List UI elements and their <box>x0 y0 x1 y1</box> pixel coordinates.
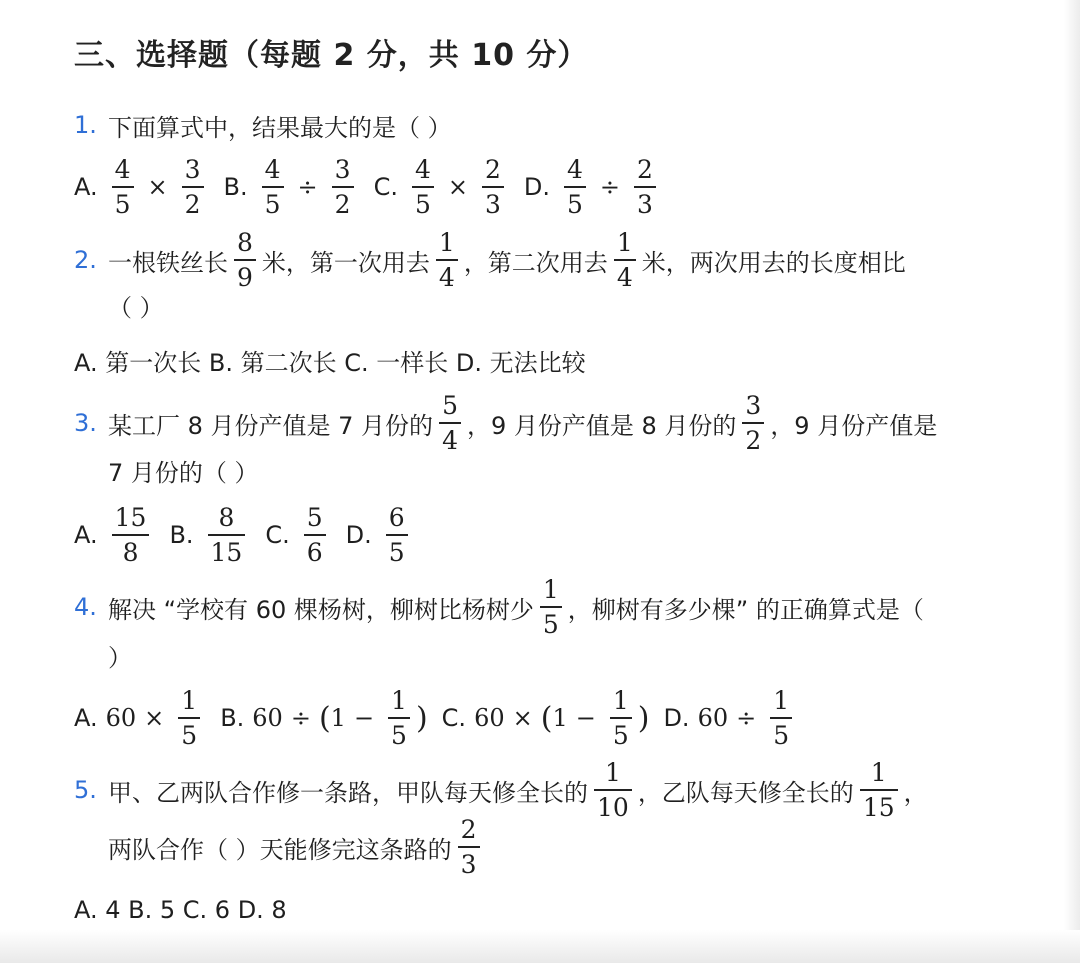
q5-options-text: A. 4 B. 5 C. 6 D. 8 <box>74 896 287 924</box>
q5-text-3: ， <box>903 778 928 807</box>
q3-option-d-label: D. <box>345 521 372 549</box>
q1-option-b: $\frac{4}{5}$ ÷ $\frac{3}{2}$ <box>256 157 360 217</box>
q2-text-2: 米，第一次用去 <box>261 248 430 277</box>
q1-option-d: $\frac{4}{5}$ ÷ $\frac{2}{3}$ <box>558 157 662 217</box>
q4-option-d: 60 ÷ $\frac{1}{5}$ <box>698 688 799 748</box>
q5-fraction-2: $\frac{1}{15}$ <box>860 760 898 820</box>
q4-options <box>74 683 798 753</box>
q2-text-5: （ ） <box>108 293 164 322</box>
q4-option-b-label: B. <box>220 704 245 732</box>
q4-text-3: ） <box>108 643 132 672</box>
q1-option-c-label: C. <box>373 173 398 201</box>
q5-text-2: ，乙队每天修全长的 <box>637 778 854 807</box>
q2-text-3: ，第二次用去 <box>463 248 608 277</box>
q4-text-2: ，柳树有多少棵” 的正确算式是（ <box>567 595 924 624</box>
q3-options <box>74 500 414 570</box>
q3-number: 3. <box>74 409 97 437</box>
q2-options <box>74 330 586 390</box>
q4-text-1: 解决 “学校有 60 棵杨树，柳树比杨树少 <box>108 595 534 624</box>
q3-stem-cont <box>108 440 259 500</box>
q2-text-4: 米，两次用去的长度相比 <box>641 248 906 277</box>
q1-option-b-label: B. <box>223 173 248 201</box>
q3-option-a-label: A. <box>74 521 98 549</box>
q2-fraction-2: $\frac{1}{4}$ <box>436 230 458 290</box>
q2-fraction-1: $\frac{8}{9}$ <box>234 230 256 290</box>
q3-text-4: 7 月份的（ ） <box>108 458 259 487</box>
q2-text-1: 一根铁丝长 <box>108 248 228 277</box>
q5-stem-cont <box>108 812 486 882</box>
q1-option-c: $\frac{4}{5}$ × $\frac{2}{3}$ <box>406 157 510 217</box>
q2-stem <box>74 225 906 295</box>
q2-stem-cont <box>108 275 164 335</box>
q3-option-a: $\frac{15}{8}$ <box>112 505 150 565</box>
q4-option-c-label: C. <box>441 704 467 732</box>
q3-text-2: ，9 月份产值是 8 月份的 <box>466 411 737 440</box>
q2-number: 2. <box>74 246 97 274</box>
q5-fraction-1: $\frac{1}{10}$ <box>594 760 632 820</box>
q4-option-b: 60 ÷ ( 1 − $\frac{1}{5}$ ) <box>252 686 428 750</box>
q5-text-4: 两队合作（ ）天能修完这条路的 <box>108 835 452 864</box>
q1-options <box>74 152 662 222</box>
q3-option-d: $\frac{6}{5}$ <box>386 505 408 565</box>
q3-text-1: 某工厂 8 月份产值是 7 月份的 <box>108 411 434 440</box>
bottom-edge-shadow <box>0 930 1080 963</box>
q5-text-1: 甲、乙两队合作修一条路，甲队每天修全长的 <box>108 778 588 807</box>
q4-option-a-label: A. <box>74 704 98 732</box>
q4-number: 4. <box>74 593 97 621</box>
q2-options-text: A. 第一次长 B. 第二次长 C. 一样长 D. 无法比较 <box>74 348 586 377</box>
q2-fraction-3: $\frac{1}{4}$ <box>614 230 636 290</box>
q5-number: 5. <box>74 776 97 804</box>
q1-stem <box>74 90 452 160</box>
q4-option-d-label: D. <box>663 704 690 732</box>
q1-text: 下面算式中，结果最大的是（ ） <box>108 113 452 142</box>
q3-option-c: $\frac{5}{6}$ <box>304 505 326 565</box>
q1-option-d-label: D. <box>523 173 550 201</box>
q4-option-a: 60 × $\frac{1}{5}$ <box>106 688 207 748</box>
q3-text-3: ，9 月份产值是 <box>770 411 938 440</box>
q3-fraction-1: $\frac{5}{4}$ <box>439 393 461 453</box>
q3-option-b-label: B. <box>169 521 194 549</box>
right-edge-shadow <box>1064 0 1080 963</box>
q1-option-a-label: A. <box>74 173 98 201</box>
q4-fraction: $\frac{1}{5}$ <box>540 577 562 637</box>
q3-option-c-label: C. <box>265 521 290 549</box>
q4-option-c: 60 × ( 1 − $\frac{1}{5}$ ) <box>474 686 650 750</box>
q3-fraction-2: $\frac{3}{2}$ <box>742 393 764 453</box>
q1-option-a: $\frac{4}{5}$ × $\frac{3}{2}$ <box>106 157 210 217</box>
q4-stem-cont <box>108 625 132 685</box>
q3-option-b: $\frac{8}{15}$ <box>208 505 246 565</box>
q5-fraction-3: $\frac{2}{3}$ <box>458 817 480 877</box>
section-heading: 三、选择题（每题 2 分，共 10 分） <box>74 38 589 73</box>
q4-stem <box>74 572 924 642</box>
q1-number: 1. <box>74 111 97 139</box>
